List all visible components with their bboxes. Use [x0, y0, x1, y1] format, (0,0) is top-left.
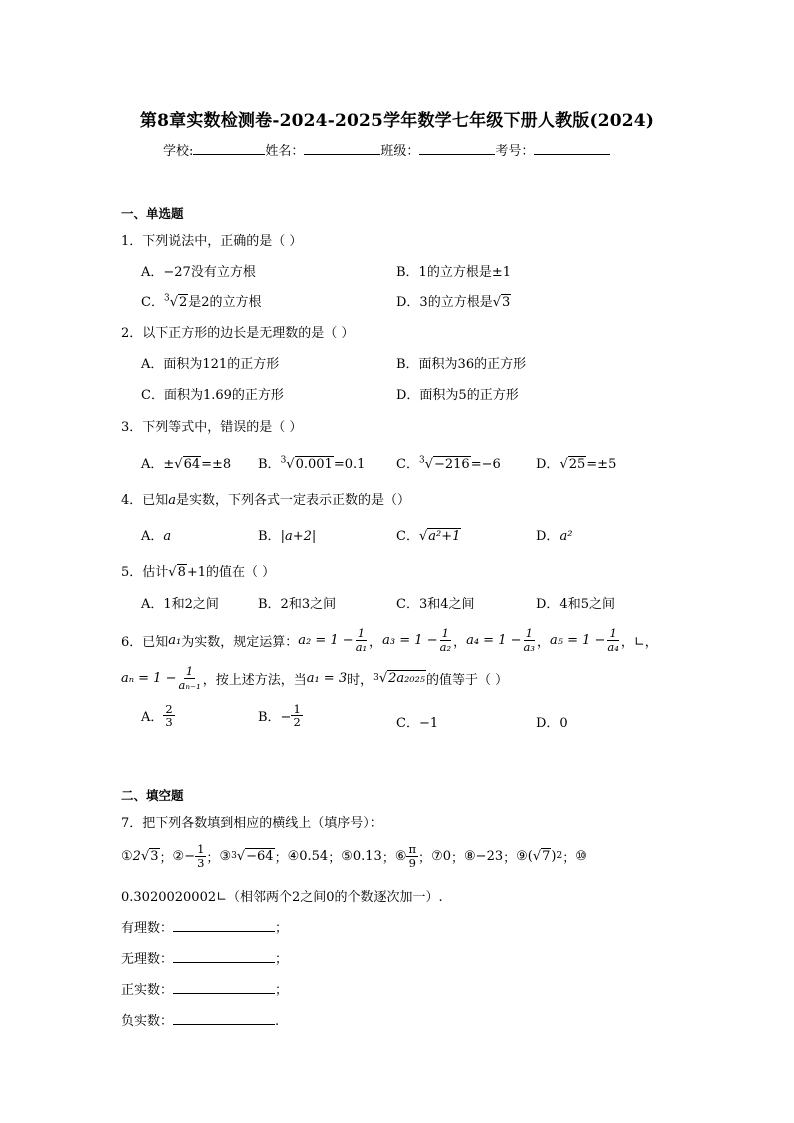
q4-stem-post: 是实数，下列各式一定表示正数的是（）	[176, 493, 411, 508]
q6-option-a	[141, 703, 175, 728]
q6-condition: a₁ = 3	[306, 670, 348, 686]
q4-stem-pre: 4．已知	[121, 493, 169, 508]
q3-d-radicand: 25	[568, 457, 586, 472]
frac-num: 1	[441, 626, 449, 641]
q3-option-b: B．$^3$√0.001=0.1	[258, 455, 366, 472]
school-label: 学校:	[163, 144, 194, 159]
frac-num: 2	[165, 702, 173, 716]
q7-negative-row: 负实数： .	[121, 1014, 280, 1029]
q7-val-2-sign: −	[184, 848, 196, 864]
irrational-blank[interactable]	[173, 950, 275, 963]
q7-val-7: ⑦0	[431, 848, 451, 864]
frac-num: 1	[525, 626, 533, 641]
q1-d-text: D．3的立方根是	[396, 295, 493, 310]
q4-c-radicand: a²+1	[428, 529, 461, 544]
q2-option-c: C．面积为1.69的正方形	[141, 388, 284, 403]
q2-option-d: D．面积为5的正方形	[396, 388, 519, 403]
q1-option-a: A．−27没有立方根	[141, 265, 256, 280]
q2-option-b: B．面积为36的正方形	[396, 357, 527, 372]
q2-option-a: A．面积为121的正方形	[141, 357, 280, 372]
q6-frac-a1	[354, 627, 369, 652]
q7-stem: 7．把下列各数填到相应的横线上（填序号）：	[121, 816, 383, 831]
q3-a-label: A．±	[141, 457, 175, 472]
q6-when: 时，	[347, 672, 374, 688]
name-label: 姓名：	[265, 144, 305, 159]
q4-option-a	[141, 525, 171, 544]
frac-num: 1	[185, 664, 194, 679]
q7-num-2: ②	[172, 848, 185, 864]
q6-line-2: aₙ = 1 − $\frac{1}{\text{aₙ₋₁}}$ ，按上述方法，当 a₁ = 3 时， 3 √ 2a₂₀₂₅ 的值等于（ ）	[121, 664, 509, 692]
q4-b-label: B．	[258, 529, 281, 544]
q4-option-c: C．√a²+1	[396, 529, 461, 544]
q3-stem: 3．下列等式中，错误的是（ ）	[121, 420, 303, 435]
frac-den: a₁	[355, 639, 368, 654]
q7-num-6: ⑥	[394, 848, 407, 864]
q6-option-d: D．0	[536, 716, 568, 731]
q6-b-frac	[291, 703, 302, 728]
frac-den: a₄	[607, 639, 619, 654]
q7-num-10: ⑩	[575, 848, 587, 864]
section-2-heading: 二、填空题	[121, 788, 184, 803]
q7-val-4: ④0.54	[287, 848, 329, 864]
q6-stem-var: a₁	[168, 632, 182, 648]
q1-c-label: C．	[141, 295, 164, 310]
q6-frac-a2	[438, 627, 453, 652]
frac-den: 9	[408, 855, 416, 870]
frac-num: 1	[357, 626, 366, 641]
q6-frac-a3	[522, 627, 537, 652]
q3-b-result: =0.1	[333, 457, 366, 472]
q6-dots: ，∟，	[620, 634, 658, 650]
frac-den: 3	[165, 715, 173, 730]
q6-b-label: B．−	[258, 710, 292, 726]
q6-line2-post: 的值等于（ ）	[426, 672, 509, 688]
frac-num: π	[408, 842, 417, 857]
q7-line-2: 0.3020020002∟（相邻两个2之间0的个数逐次加一）.	[121, 890, 443, 905]
q6-frac-a4	[605, 627, 620, 652]
q3-b-label: B．	[258, 457, 281, 472]
q5-option-a: A．1和2之间	[141, 597, 219, 612]
name-blank	[304, 142, 380, 155]
id-blank	[534, 142, 610, 155]
frac-num: 1	[293, 702, 301, 716]
q2-stem: 2．以下正方形的边长是无理数的是（ ）	[121, 326, 355, 341]
q3-a-result: =±8	[201, 457, 232, 472]
q4-b-expr: |a+2|	[280, 529, 317, 544]
q1-option-c: C．$^3$√2是2的立方根	[141, 293, 262, 310]
negative-label: 负实数：	[121, 1014, 174, 1029]
q4-option-d	[536, 525, 572, 544]
q5-option-b: B．2和3之间	[258, 597, 337, 612]
q7-num-3: ③	[219, 848, 232, 864]
id-label: 考号：	[495, 144, 535, 159]
q7-val-1-radicand: 3	[150, 849, 159, 864]
q4-d-label: D．	[536, 529, 560, 544]
q6-expr-an: aₙ = 1 −	[121, 670, 177, 686]
q4-stem	[121, 489, 410, 508]
q5-stem-radicand: 8	[177, 565, 186, 580]
q7-num-1: ①	[121, 848, 133, 864]
frac-num: 1	[197, 842, 205, 857]
school-blank	[193, 142, 265, 155]
q3-d-label: D．	[536, 457, 560, 472]
q3-c-radicand: −216	[433, 457, 470, 472]
q1-stem: 1．下列说法中，正确的是（ ）	[121, 234, 303, 249]
q6-a-frac	[163, 703, 174, 728]
q7-val-3-radicand: −64	[246, 849, 274, 864]
q6-option-c: C．−1	[396, 716, 439, 731]
q1-option-d: D．3的立方根是√3	[396, 295, 511, 310]
q7-rational-row: 有理数： ；	[121, 921, 289, 936]
q6-radicand: 2a₂₀₂₅	[388, 671, 426, 686]
q6-expr-a5: a₅ = 1 −	[549, 632, 606, 648]
class-blank	[419, 142, 495, 155]
q3-c-result: =−6	[470, 457, 501, 472]
frac-den: 3	[197, 855, 205, 870]
q1-c-radicand: 2	[178, 295, 188, 310]
q3-c-label: C．	[396, 457, 419, 472]
q3-b-radicand: 0.001	[295, 457, 333, 472]
q6-expr-a4: a₄ = 1 −	[466, 632, 522, 648]
negative-blank[interactable]	[173, 1012, 275, 1025]
q6-expr-a3: a₃ = 1 −	[382, 632, 438, 648]
q3-option-c: C．$^3$√−216=−6	[396, 455, 501, 472]
frac-den: aₙ₋₁	[178, 677, 201, 692]
q4-d-expr: a²	[559, 529, 573, 544]
q5-stem-pre: 5．估计	[121, 565, 169, 580]
q7-positive-row: 正实数： ；	[121, 983, 289, 998]
q4-a-label: A．	[141, 529, 164, 544]
rational-label: 有理数：	[121, 921, 174, 936]
q3-a-radicand: 64	[183, 457, 201, 472]
section-1-heading: 一、单选题	[121, 206, 184, 221]
q3-option-d: D．√25=±5	[536, 457, 617, 472]
q7-num-9: ⑨	[516, 848, 528, 864]
q1-option-b: B．1的立方根是±1	[396, 265, 511, 280]
q6-expr-a2: a₂ = 1 −	[298, 632, 354, 648]
positive-blank[interactable]	[173, 981, 275, 994]
q6-line-1: 6．已知 a₁ 为实数，规定运算： a₂ = 1 − $\frac{1}{\text{a₁}}$ ， a₃ = 1 − $\frac{1}{\text{a₂}}$ ， a₄ = 1 − $\frac{1}{\text{a₃}}$ ， a₅ = 1 − $\frac{1}{\text{a₄}}$ ，∟，	[121, 626, 658, 654]
q7-val-6-frac	[406, 843, 418, 868]
frac-num: 1	[609, 626, 617, 641]
q5-option-d: D．4和5之间	[536, 597, 615, 612]
q5-stem: 5．估计√8+1的值在（ ）	[121, 565, 276, 580]
q4-stem-var: a	[168, 493, 177, 508]
irrational-label: 无理数：	[121, 952, 174, 967]
q7-val-2-frac	[195, 843, 206, 868]
q6-stem-mid: 为实数，规定运算：	[181, 634, 299, 650]
q6-a-label: A．	[141, 710, 164, 726]
q1-d-radicand: 3	[502, 295, 511, 310]
q4-a-expr: a	[163, 529, 172, 544]
q6-stem-pre: 6．已知	[121, 634, 169, 650]
q4-c-label: C．	[396, 529, 419, 544]
q7-number-list: ① 2 √ 3 ； ② − $\frac{1}{3}$ ； ③ 3 √ −64 ； ④0.54 ； ⑤0.13 ； ⑥ $\frac{\pi}{9}$ ； ⑦0 ； ⑧−23 ； ⑨ (√ 7 ) 2 ； ⑩	[121, 842, 587, 870]
frac-den: a₃	[523, 639, 535, 654]
q7-irrational-row: 无理数： ；	[121, 952, 289, 967]
q1-c-text: 是2的立方根	[188, 295, 262, 310]
q5-stem-post: +1的值在（ ）	[186, 565, 276, 580]
frac-den: 2	[293, 715, 301, 730]
q7-val-5: ⑤0.13	[341, 848, 382, 864]
positive-label: 正实数：	[121, 983, 174, 998]
q6-line2-mid: ，按上述方法，当	[202, 672, 307, 688]
q7-val-1-coef: 2	[132, 848, 141, 864]
frac-den: a₂	[439, 639, 452, 654]
q6-frac-an	[176, 665, 202, 690]
q7-val-9-radicand: 7	[542, 849, 551, 864]
q4-option-b	[258, 525, 316, 544]
q5-option-c: C．3和4之间	[396, 597, 475, 612]
class-label: 班级：	[380, 144, 420, 159]
rational-blank[interactable]	[173, 919, 275, 932]
q3-option-a: A．±√64=±8	[141, 457, 232, 472]
q7-val-8: ⑧−23	[464, 848, 504, 864]
student-info-line	[163, 140, 610, 159]
q3-d-result: =±5	[586, 457, 617, 472]
q6-option-b	[258, 703, 303, 728]
page-title: 第8章实数检测卷-2024-2025学年数学七年级下册人教版(2024)	[139, 111, 655, 131]
